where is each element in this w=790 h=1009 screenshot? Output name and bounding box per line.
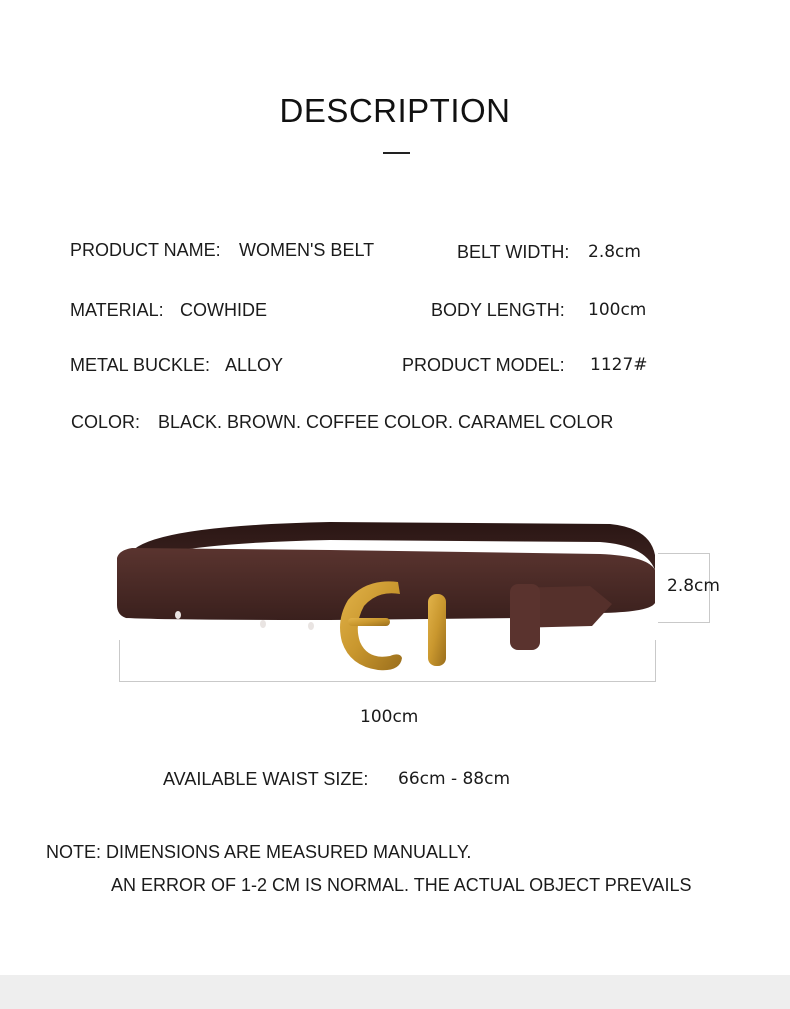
footer-band	[0, 975, 790, 1009]
body-length-label: BODY LENGTH:	[431, 300, 565, 320]
note-line-1: NOTE: DIMENSIONS ARE MEASURED MANUALLY.	[46, 842, 472, 862]
belt-width-value: 2.8cm	[588, 242, 641, 262]
material-value: COWHIDE	[180, 300, 267, 320]
length-dimension-right	[655, 640, 656, 682]
length-dimension-line	[119, 681, 656, 682]
gold-keeper-icon	[428, 594, 446, 666]
width-dimension-bottom	[658, 622, 710, 623]
material-label: MATERIAL:	[70, 300, 164, 320]
product-name-label: PRODUCT NAME:	[70, 240, 221, 260]
waist-size-label: AVAILABLE WAIST SIZE:	[163, 769, 369, 789]
belt-width-label: BELT WIDTH:	[457, 242, 570, 262]
title-divider	[383, 152, 410, 154]
width-dimension-label: 2.8cm	[667, 576, 720, 596]
belt-hole	[260, 620, 266, 628]
belt-hole	[175, 611, 181, 619]
metal-buckle-value: ALLOY	[225, 355, 284, 375]
color-value: BLACK. BROWN. COFFEE COLOR. CARAMEL COLOR	[158, 412, 614, 432]
belt-hole	[308, 622, 314, 630]
color-label: COLOR:	[71, 412, 141, 432]
body-length-value: 100cm	[588, 300, 647, 320]
belt-keeper	[510, 584, 540, 650]
product-model-value: 1127#	[590, 355, 648, 375]
note-line-2: AN ERROR OF 1-2 CM IS NORMAL. THE ACTUAL OBJECT PREVAILS	[111, 875, 692, 895]
width-dimension-top	[658, 553, 710, 554]
length-dimension-label: 100cm	[360, 707, 419, 727]
waist-size-value: 66cm - 88cm	[398, 769, 511, 789]
metal-buckle-label: METAL BUCKLE:	[70, 355, 211, 375]
buckle-prong	[348, 618, 390, 626]
product-name-value: WOMEN'S BELT	[239, 240, 375, 260]
page-title: DESCRIPTION	[279, 92, 511, 129]
length-dimension-left	[119, 640, 120, 682]
product-model-label: PRODUCT MODEL:	[402, 355, 565, 375]
